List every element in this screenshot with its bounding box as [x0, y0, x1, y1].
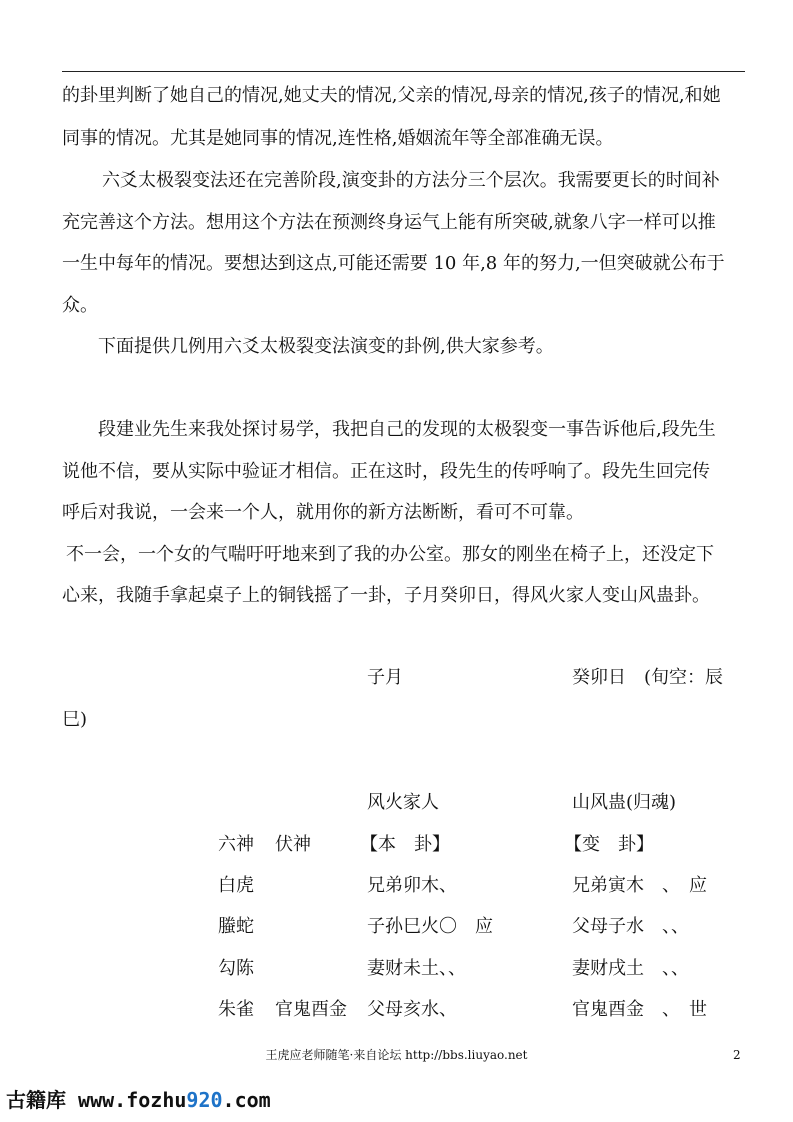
header-rule	[62, 71, 745, 72]
date-day: 癸卯日 (旬空：辰	[572, 667, 724, 688]
header-hidden-spirit: 伏神	[275, 834, 311, 855]
body-line-3: 六爻太极裂变法还在完善阶段,演变卦的方法分三个层次。我需要更长的时间补	[102, 170, 720, 191]
page-footer: 王虎应老师随笔·来自论坛 http://bbs.liuyao.net	[265, 1048, 528, 1062]
row-4-spirit: 朱雀	[218, 999, 254, 1020]
main-hexagram-name: 风火家人	[367, 792, 439, 813]
body-line-11: 不一会，一个女的气喘吁吁地来到了我的办公室。那女的刚坐在椅子上，还没定下	[66, 544, 714, 565]
header-six-spirits: 六神	[218, 834, 254, 855]
body-line-2: 同事的情况。尤其是她同事的情况,连性格,婚姻流年等全部准确无误。	[62, 128, 614, 149]
date-month: 子月	[367, 667, 403, 688]
changed-hexagram-name: 山风蛊(归魂)	[572, 792, 677, 813]
row-2-main: 子孙巳火〇 应	[367, 916, 493, 937]
body-line-4: 充完善这个方法。想用这个方法在预测终身运气上能有所突破,就象八字一样可以推	[62, 212, 716, 233]
page-number: 2	[733, 1048, 741, 1062]
row-3-main: 妻财未土、、	[367, 958, 466, 979]
watermark-prefix: 古籍库 www.fozhu	[6, 1088, 187, 1112]
watermark-suffix: .com	[222, 1088, 271, 1112]
site-watermark	[6, 1087, 271, 1113]
row-3-changed: 妻财戌土 、、	[572, 958, 689, 979]
body-line-6: 众。	[62, 295, 98, 316]
body-line-7: 下面提供几例用六爻太极裂变法演变的卦例,供大家参考。	[98, 336, 554, 357]
row-4-main: 父母亥水、	[367, 999, 457, 1020]
row-1-spirit: 白虎	[218, 875, 254, 896]
row-3-spirit: 勾陈	[218, 958, 254, 979]
body-line-9: 说他不信，要从实际中验证才相信。正在这时，段先生的传呼响了。段先生回完传	[62, 461, 710, 482]
row-4-changed: 官鬼酉金 、 世	[572, 999, 707, 1020]
body-line-1: 的卦里判断了她自己的情况,她丈夫的情况,父亲的情况,母亲的情况,孩子的情况,和她	[62, 85, 721, 106]
header-changed-hexagram: 【变 卦】	[564, 834, 654, 855]
row-1-changed: 兄弟寅木 、 应	[572, 875, 707, 896]
body-line-8: 段建业先生来我处探讨易学，我把自己的发现的太极裂变一事告诉他后,段先生	[98, 419, 716, 440]
row-2-changed: 父母子水 、、	[572, 916, 689, 937]
row-2-spirit: 螣蛇	[218, 916, 254, 937]
watermark-accent: 920	[186, 1088, 223, 1112]
row-4-hidden: 官鬼酉金	[275, 999, 347, 1020]
body-line-10: 呼后对我说，一会来一个人，就用你的新方法断断，看可不可靠。	[62, 502, 584, 523]
body-line-5: 一生中每年的情况。要想达到这点,可能还需要 10 年,8 年的努力,一但突破就公布于	[62, 253, 725, 274]
header-main-hexagram: 【本 卦】	[360, 834, 450, 855]
body-line-12: 心来，我随手拿起桌子上的铜钱摇了一卦，子月癸卯日，得风火家人变山风蛊卦。	[62, 585, 710, 606]
row-1-main: 兄弟卯木、	[367, 875, 457, 896]
date-day-continued: 巳)	[62, 709, 88, 730]
